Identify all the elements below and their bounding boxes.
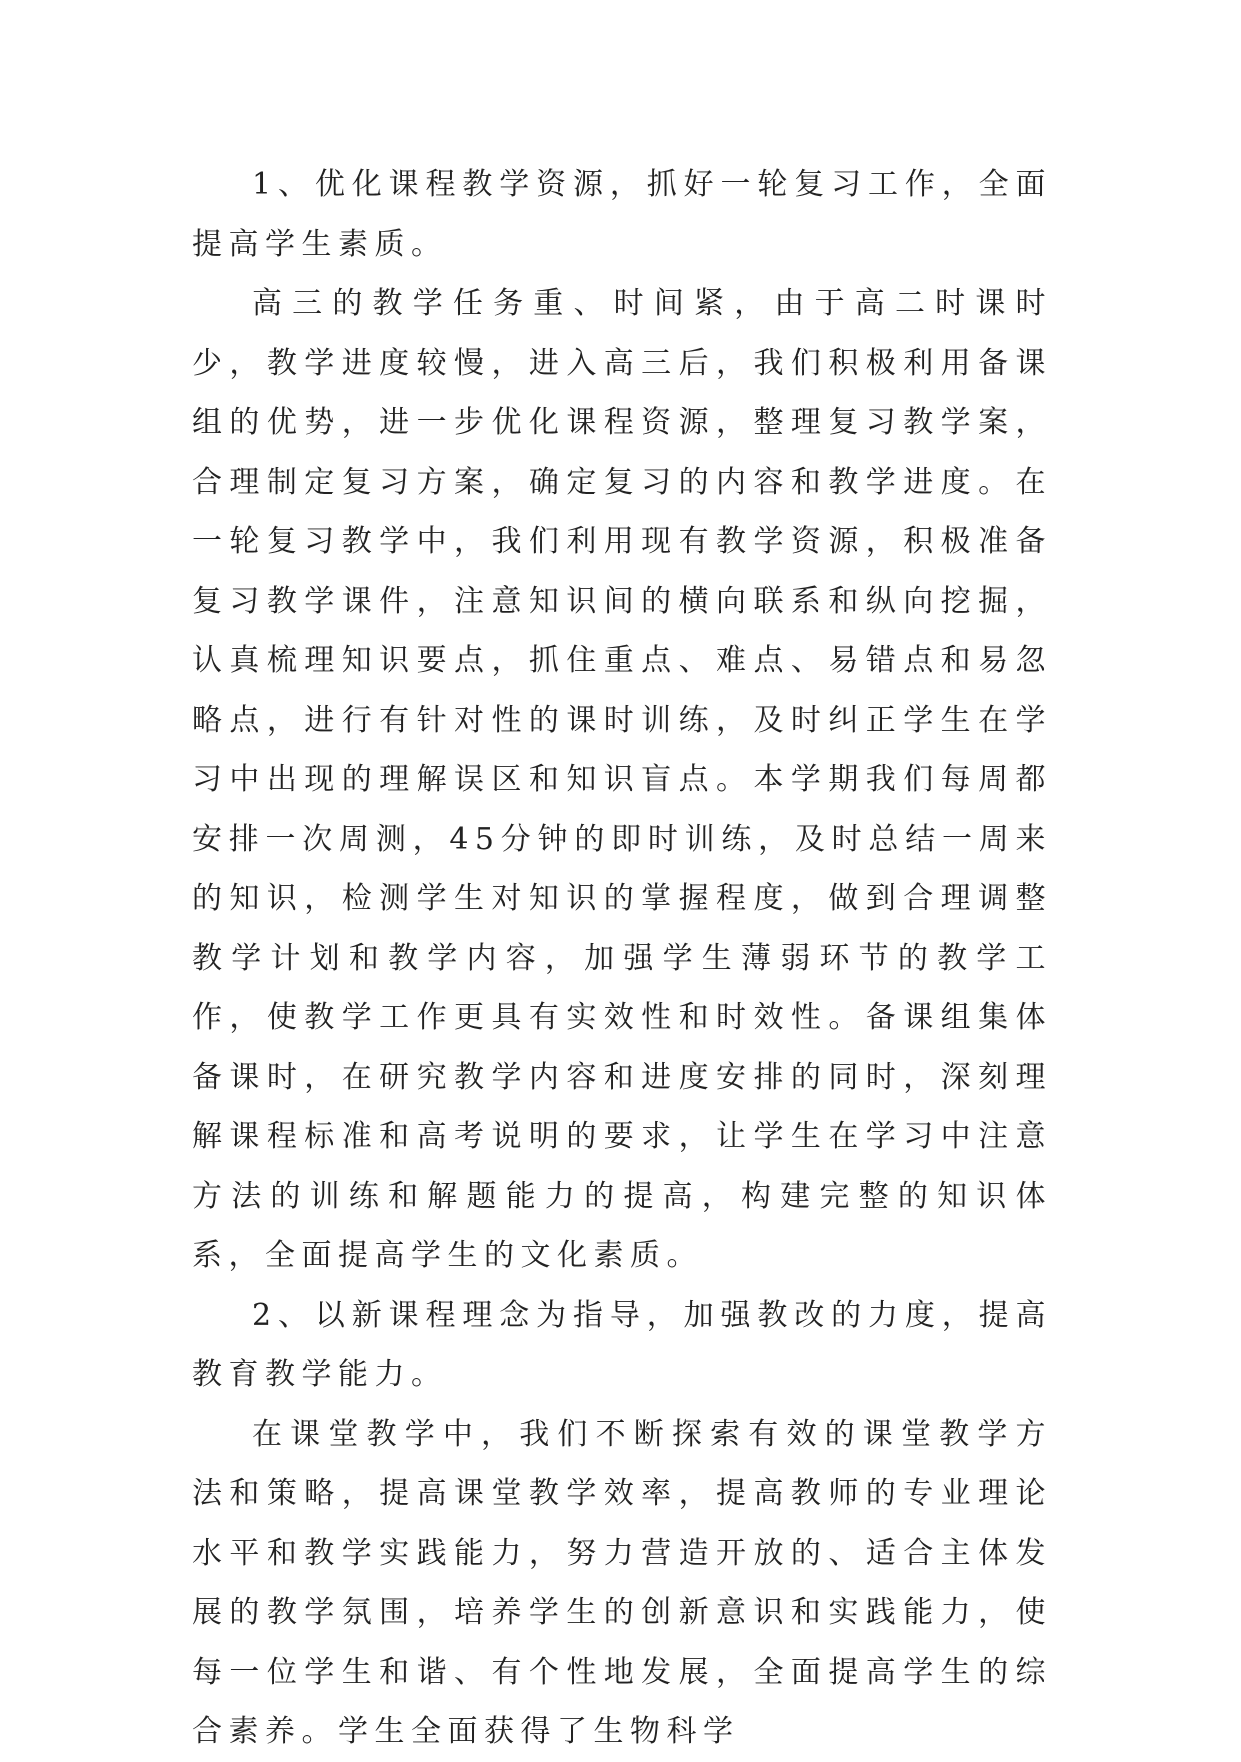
paragraph-body-2: 在课堂教学中，我们不断探索有效的课堂教学方法和策略，提高课堂教学效率，提高教师的专业理论水平和教学实践能力，努力营造开放的、适合主体发展的教学氛围，培养学生的创新意识和实践能力，使每一位学生和谐、有个性地发展，全面提高学生的综合素养。学生全面获得了生物科学	[192, 1416, 1052, 1749]
paragraph-body-1: 高三的教学任务重、时间紧，由于高二时课时少，教学进度较慢，进入高三后，我们积极利用备课组的优势，进一步优化课程资源，整理复习教学案，合理制定复习方案，确定复习的内容和教学进度。在一轮复习教学中，我们利用现有教学资源，积极准备复习教学课件，注意知识间的横向联系和纵向挖掘，认真梳理知识要点，抓住重点、难点、易错点和易忽略点，进行有针对性的课时训练，及时纠正学生在学习中出现的理解误区和知识盲点。本学期我们每周都安排一次周测，45分钟的即时训练，及时总结一周来的知识，检测学生对知识的掌握程度，做到合理调整教学计划和教学内容，加强学生薄弱环节的教学工作，使教学工作更具有实效性和时效性。备课组集体备课时，在研究教学内容和进度安排的同时，深刻理解课程标准和高考说明的要求，让学生在学习中注意方法的训练和解题能力的提高，构建完整的知识体系，全面提高学生的文化素质。	[192, 286, 1052, 1273]
paragraph-heading-2: 2、以新课程理念为指导，加强教改的力度，提高教育教学能力。	[192, 1297, 1052, 1392]
paragraph-heading-1: 1、优化课程教学资源，抓好一轮复习工作，全面提高学生素质。	[192, 167, 1052, 262]
document-body	[192, 155, 1052, 1762]
